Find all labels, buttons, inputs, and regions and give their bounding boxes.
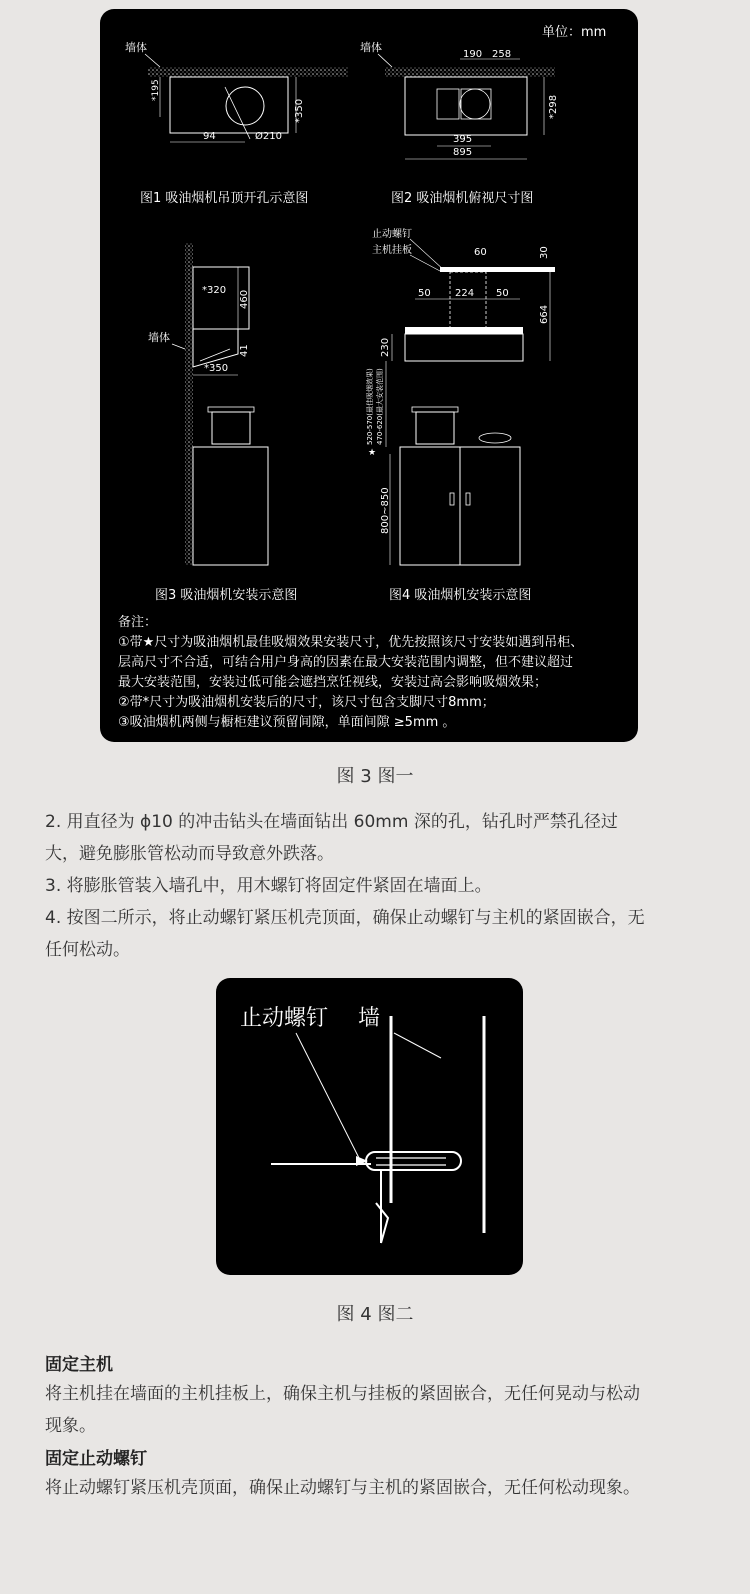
fig3-dim-460: 460 bbox=[239, 289, 250, 309]
fig2-dim-190: 190 bbox=[463, 49, 483, 60]
fig2-wall-label: 墙体 bbox=[360, 41, 382, 54]
notes-title: 备注： bbox=[118, 615, 158, 630]
fig4-hanger-label: 主机挂板 bbox=[372, 245, 412, 256]
fig4-dim-230: 230 bbox=[380, 337, 391, 357]
note-line-5: ③吸油烟机两侧与橱柜建议预留间隙，单面间隙 ≥5mm 。 bbox=[118, 715, 456, 730]
section-fix-screw-heading: 固定止动螺钉 bbox=[45, 1449, 147, 1469]
step-4-text: 4. 按图二所示，将止动螺钉紧压机壳顶面，确保止动螺钉与主机的紧固嵌合，无任何松动。 bbox=[45, 908, 645, 960]
bracket bbox=[376, 1170, 388, 1243]
fig3-side-install-diagram bbox=[148, 243, 268, 565]
fig4-dim-50a: 50 bbox=[418, 288, 431, 299]
hanger-plate bbox=[440, 267, 555, 272]
fig2-dim-395: 395 bbox=[453, 134, 473, 145]
step-2-text: 2. 用直径为 ϕ10 的冲击钻头在墙面钻出 60mm 深的孔，钻孔时严禁孔径过大，避免膨胀管松动而导致意外跌落。 bbox=[45, 812, 618, 864]
expansion-tube bbox=[366, 1152, 461, 1170]
fig4-dim-30: 30 bbox=[539, 246, 550, 259]
section-fix-screw-text: 将止动螺钉紧压机壳顶面，确保止动螺钉与主机的紧固嵌合，无任何松动现象。 bbox=[45, 1478, 640, 1498]
fig3-dim-41: 41 bbox=[239, 344, 250, 357]
stop-screw-diagram bbox=[216, 978, 523, 1275]
fig2-dim-895: 895 bbox=[453, 147, 473, 158]
fig4-stop-screw-label: 止动螺钉 bbox=[372, 229, 412, 240]
wall-label: 墙 bbox=[358, 1006, 381, 1031]
ceiling-hatch bbox=[385, 67, 555, 77]
fig4-dim-cabinet: 800~850 bbox=[380, 487, 391, 534]
fig4-range-max: 470-620(最大安装范围) bbox=[376, 368, 384, 445]
cabinet bbox=[193, 447, 268, 565]
fig1-wall-label: 墙体 bbox=[125, 41, 147, 54]
wok bbox=[479, 433, 511, 443]
note-line-4: ②带*尺寸为吸油烟机安装后的尺寸，该尺寸包含支脚尺寸8mm； bbox=[118, 695, 495, 710]
fig1-dim-195: *195 bbox=[151, 79, 161, 101]
fig4-dim-60: 60 bbox=[474, 247, 487, 258]
note-line-3: 最大安装范围，安装过低可能会遮挡烹饪视线，安装过高会影响吸烟效果； bbox=[118, 675, 548, 690]
pot bbox=[416, 412, 454, 444]
stop-screw-diagram-panel bbox=[216, 978, 523, 1275]
fig4-range-best: 520-570(最佳吸烟效果) bbox=[366, 368, 374, 445]
step-3-text: 3. 将膨胀管装入墙孔中，用木螺钉将固定件紧固在墙面上。 bbox=[45, 876, 492, 896]
section-fix-host-text: 将主机挂在墙面的主机挂板上，确保主机与挂板的紧固嵌合，无任何晃动与松动现象。 bbox=[45, 1384, 640, 1436]
fig4-caption: 图4 吸油烟机安装示意图 bbox=[389, 588, 532, 603]
fig4-dim-664: 664 bbox=[539, 304, 550, 324]
fig2-dim-258: 258 bbox=[492, 49, 512, 60]
fig2-dim-298: *298 bbox=[548, 94, 559, 119]
pot bbox=[212, 412, 250, 444]
hood-body bbox=[405, 334, 523, 361]
note-line-1: ①带★尺寸为吸油烟机最佳吸烟效果安装尺寸，优先按照该尺寸安装如遇到吊柜、 bbox=[118, 635, 584, 650]
ceiling-hatch bbox=[148, 67, 348, 77]
wall-hatch bbox=[185, 243, 193, 565]
fig1-caption: 图1 吸油烟机吊顶开孔示意图 bbox=[140, 191, 309, 206]
screw-thread bbox=[376, 1158, 446, 1165]
fig2-caption: 图2 吸油烟机俯视尺寸图 bbox=[391, 191, 534, 206]
figure-caption-1: 图 3 图一 bbox=[336, 766, 414, 787]
fig1-dim-diameter: Ø210 bbox=[255, 131, 282, 142]
figure-caption-2: 图 4 图二 bbox=[336, 1304, 414, 1325]
stop-screw-leader bbox=[296, 1033, 359, 1158]
fig3-caption: 图3 吸油烟机安装示意图 bbox=[155, 588, 298, 603]
hood-top bbox=[405, 327, 523, 334]
fig1-dim-94: 94 bbox=[203, 131, 216, 142]
fig3-dim-320: *320 bbox=[202, 285, 227, 296]
unit-label: 单位：mm bbox=[542, 25, 607, 40]
fig4-dim-224: 224 bbox=[455, 288, 475, 299]
fig4-dim-50b: 50 bbox=[496, 288, 509, 299]
fig4-front-install-diagram bbox=[365, 227, 555, 565]
fig3-dim-350: *350 bbox=[204, 363, 229, 374]
fig3-wall-label: 墙体 bbox=[148, 331, 170, 344]
installation-diagram-panel bbox=[100, 9, 638, 742]
stop-screw-label: 止动螺钉 bbox=[240, 1006, 329, 1031]
wall-leader bbox=[394, 1033, 441, 1058]
fig1-ceiling-opening-diagram bbox=[125, 40, 348, 142]
fig4-star: ★ bbox=[368, 448, 377, 458]
fig2-top-view-diagram bbox=[360, 40, 559, 159]
section-fix-host-heading: 固定主机 bbox=[45, 1355, 113, 1375]
fig1-dim-350: *350 bbox=[294, 98, 305, 123]
note-line-2: 层高尺寸不合适，可结合用户身高的因素在最大安装范围内调整，但不建议超过 bbox=[118, 655, 574, 670]
notes-block bbox=[118, 613, 628, 733]
